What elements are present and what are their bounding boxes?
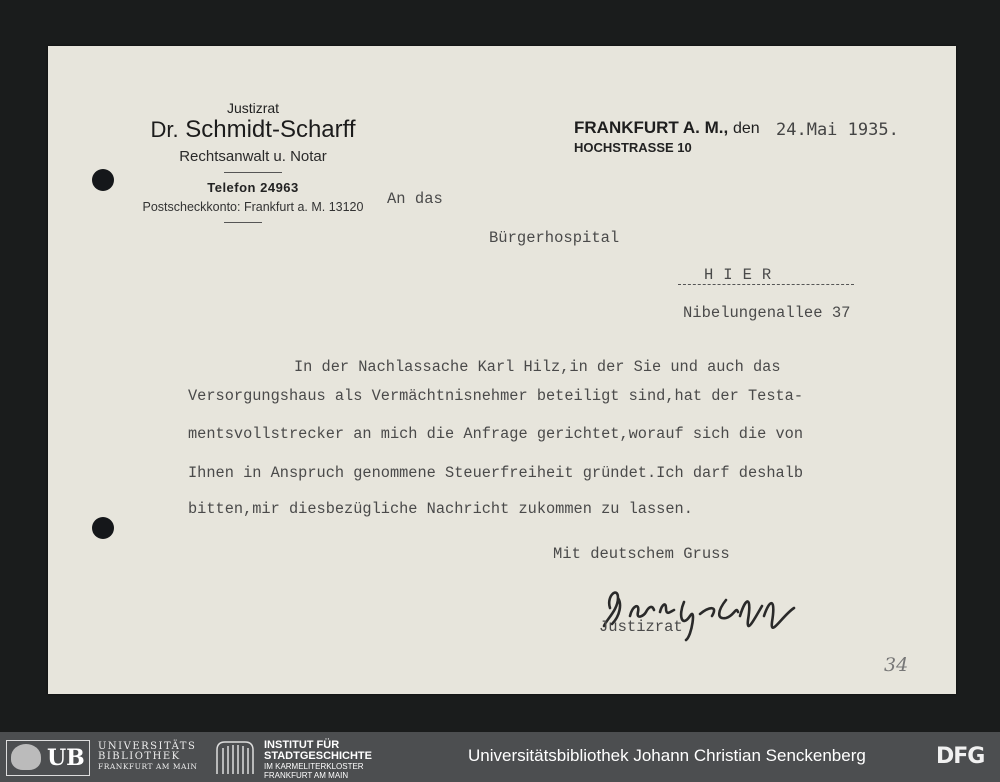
portrait-icon	[11, 744, 41, 770]
ub-mark: UB	[47, 745, 85, 771]
isg-line-3: IM KARMELITERKLOSTER	[264, 762, 364, 771]
punch-hole-bottom	[92, 517, 114, 539]
isg-line-2: STADTGESCHICHTE	[264, 750, 372, 762]
letterhead-role: Rechtsanwalt u. Notar	[179, 148, 327, 165]
letterhead-name-text: Schmidt-Scharff	[185, 116, 356, 143]
letter-date: 24.Mai 1935.	[776, 120, 899, 140]
punch-hole-top	[92, 169, 114, 191]
letterhead-name	[108, 116, 398, 144]
isg-arch-icon[interactable]	[215, 740, 255, 774]
signer-title: Justizrat	[599, 618, 683, 636]
letterhead-city	[574, 118, 760, 138]
letterhead-name-prefix: Dr.	[150, 117, 179, 142]
body-line-4: Ihnen in Anspruch genommene Steuerfreiheit gründet.Ich darf deshalb	[188, 464, 804, 482]
address-underline	[678, 284, 854, 285]
isg-wordmark	[264, 740, 372, 780]
letterhead-street: HOCHSTRASSE 10	[574, 140, 692, 155]
letterhead-city-text: FRANKFURT A. M.,	[574, 118, 729, 137]
letterhead-den: den	[732, 120, 760, 137]
letterhead-divider-top	[224, 172, 282, 173]
ub-logo[interactable]	[6, 740, 90, 776]
closing: Mit deutschem Gruss	[553, 545, 730, 563]
page-number: 34	[884, 654, 909, 676]
address-line-2: Bürgerhospital	[489, 229, 620, 247]
body-line-1: In der Nachlassache Karl Hilz,in der Sie und auch das	[294, 358, 781, 376]
letterhead-divider-bottom	[224, 222, 262, 223]
body-line-3: mentsvollstrecker an mich die Anfrage gerichtet,worauf sich die von	[188, 425, 804, 443]
isg-line-1: INSTITUT FÜR	[264, 739, 340, 751]
footer-bar	[0, 732, 1000, 782]
ub-line-1: UNIVERSITÄTS	[98, 741, 197, 752]
dfg-logo[interactable]: DFG	[936, 744, 985, 769]
body-line-5: bitten,mir diesbezügliche Nachricht zukommen zu lassen.	[188, 500, 693, 518]
address-line-1: An das	[387, 190, 443, 208]
letterhead-title: Justizrat	[226, 100, 280, 116]
letterhead-postcheck: Postscheckkonto: Frankfurt a. M. 13120	[142, 200, 364, 214]
body-line-2: Versorgungshaus als Vermächtnisnehmer beteiligt sind,hat der Testa-	[188, 387, 804, 405]
address-line-4: Nibelungenallee 37	[683, 304, 851, 322]
letterhead-phone: Telefon 24963	[207, 180, 299, 195]
ub-line-2: BIBLIOTHEK	[98, 751, 181, 762]
ub-line-3: FRANKFURT AM MAIN	[98, 762, 198, 771]
address-line-3: HIER	[704, 266, 782, 284]
isg-line-4: FRANKFURT AM MAIN	[264, 771, 349, 780]
footer-library-title[interactable]: Universitätsbibliothek Johann Christian Senckenberg	[468, 746, 866, 765]
ub-wordmark	[98, 742, 197, 772]
letter-page	[48, 46, 956, 694]
